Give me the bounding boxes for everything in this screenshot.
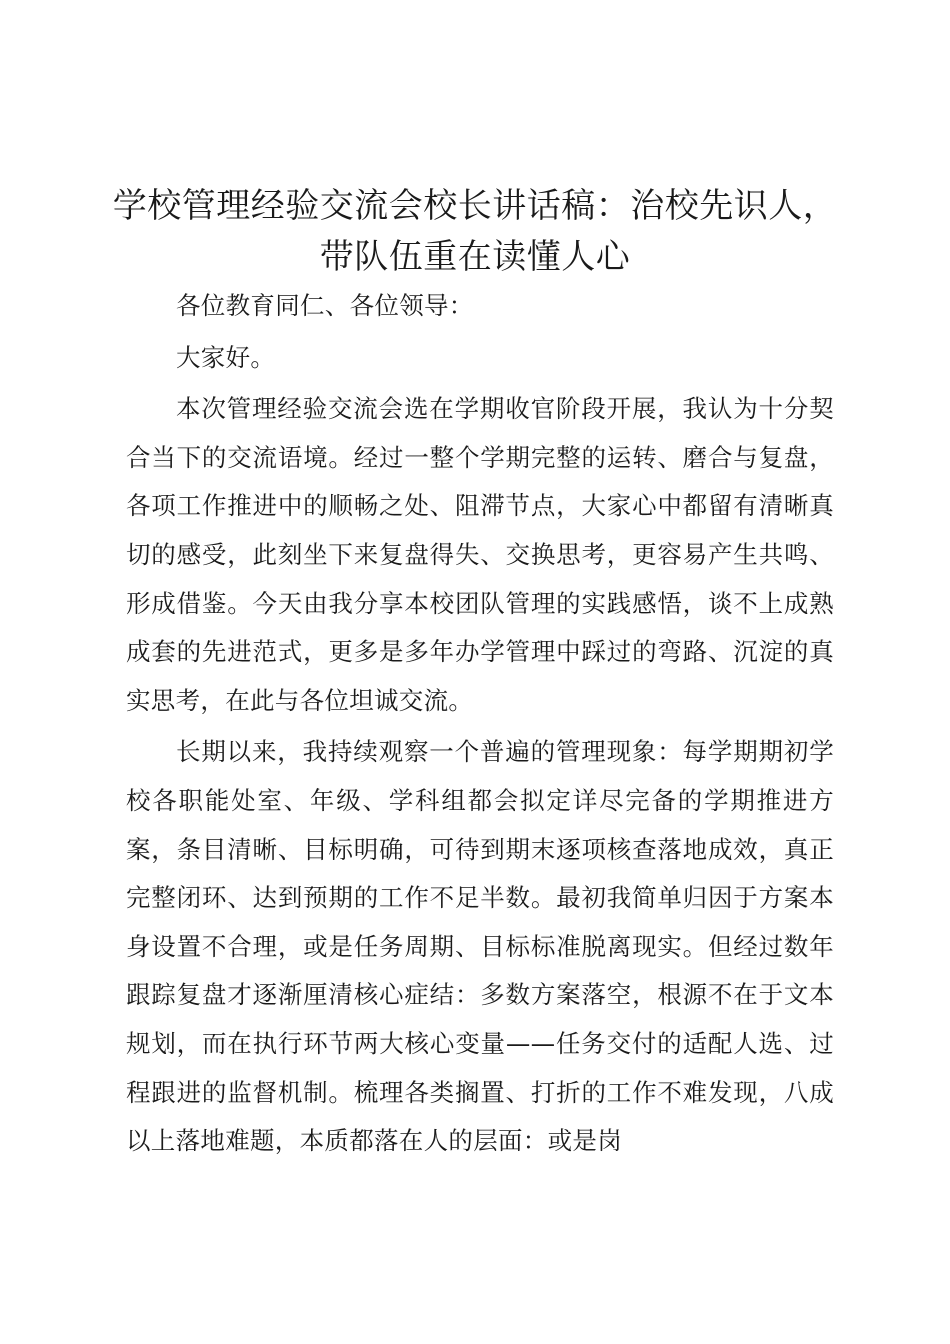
paragraph-1: 本次管理经验交流会选在学期收官阶段开展，我认为十分契合当下的交流语境。经过一整个学期完整的运转、磨合与复盘，各项工作推进中的顺畅之处、阻滞节点，大家心中都留有清晰真切的感受，此刻坐下来复盘得失、交换思考，更容易产生共鸣、形成借鉴。今天由我分享本校团队管理的实践感悟，谈不上成熟成套的先进范式，更多是多年办学管理中踩过的弯路、沉淀的真实思考，在此与各位坦诚交流。 (126, 394, 834, 715)
title-line-2: 带队伍重在读懂人心 (319, 237, 631, 277)
document-title (100, 181, 850, 283)
salutation: 各位教育同仁、各位领导： (176, 291, 474, 320)
paragraph-2: 长期以来，我持续观察一个普遍的管理现象：每学期期初学校各职能处室、年级、学科组都会拟定详尽完备的学期推进方案，条目清晰、目标明确，可待到期末逐项核查落地成效，真正完整闭环、达到预期的工作不足半数。最初我简单归因于方案本身设置不合理，或是任务周期、目标标准脱离现实。但经过数年跟踪复盘才逐渐厘清核心症结：多数方案落空，根源不在于文本规划，而在执行环节两大核心变量——任务交付的适配人选、过程跟进的监督机制。梳理各类搁置、打折的工作不难发现，八成以上落地难题，本质都落在人的层面：或是岗 (126, 737, 834, 1156)
greeting: 大家好。 (176, 342, 276, 372)
document-body (126, 282, 834, 1169)
title-line-1: 学校管理经验交流会校长讲话稿：治校先识人， (112, 186, 838, 226)
